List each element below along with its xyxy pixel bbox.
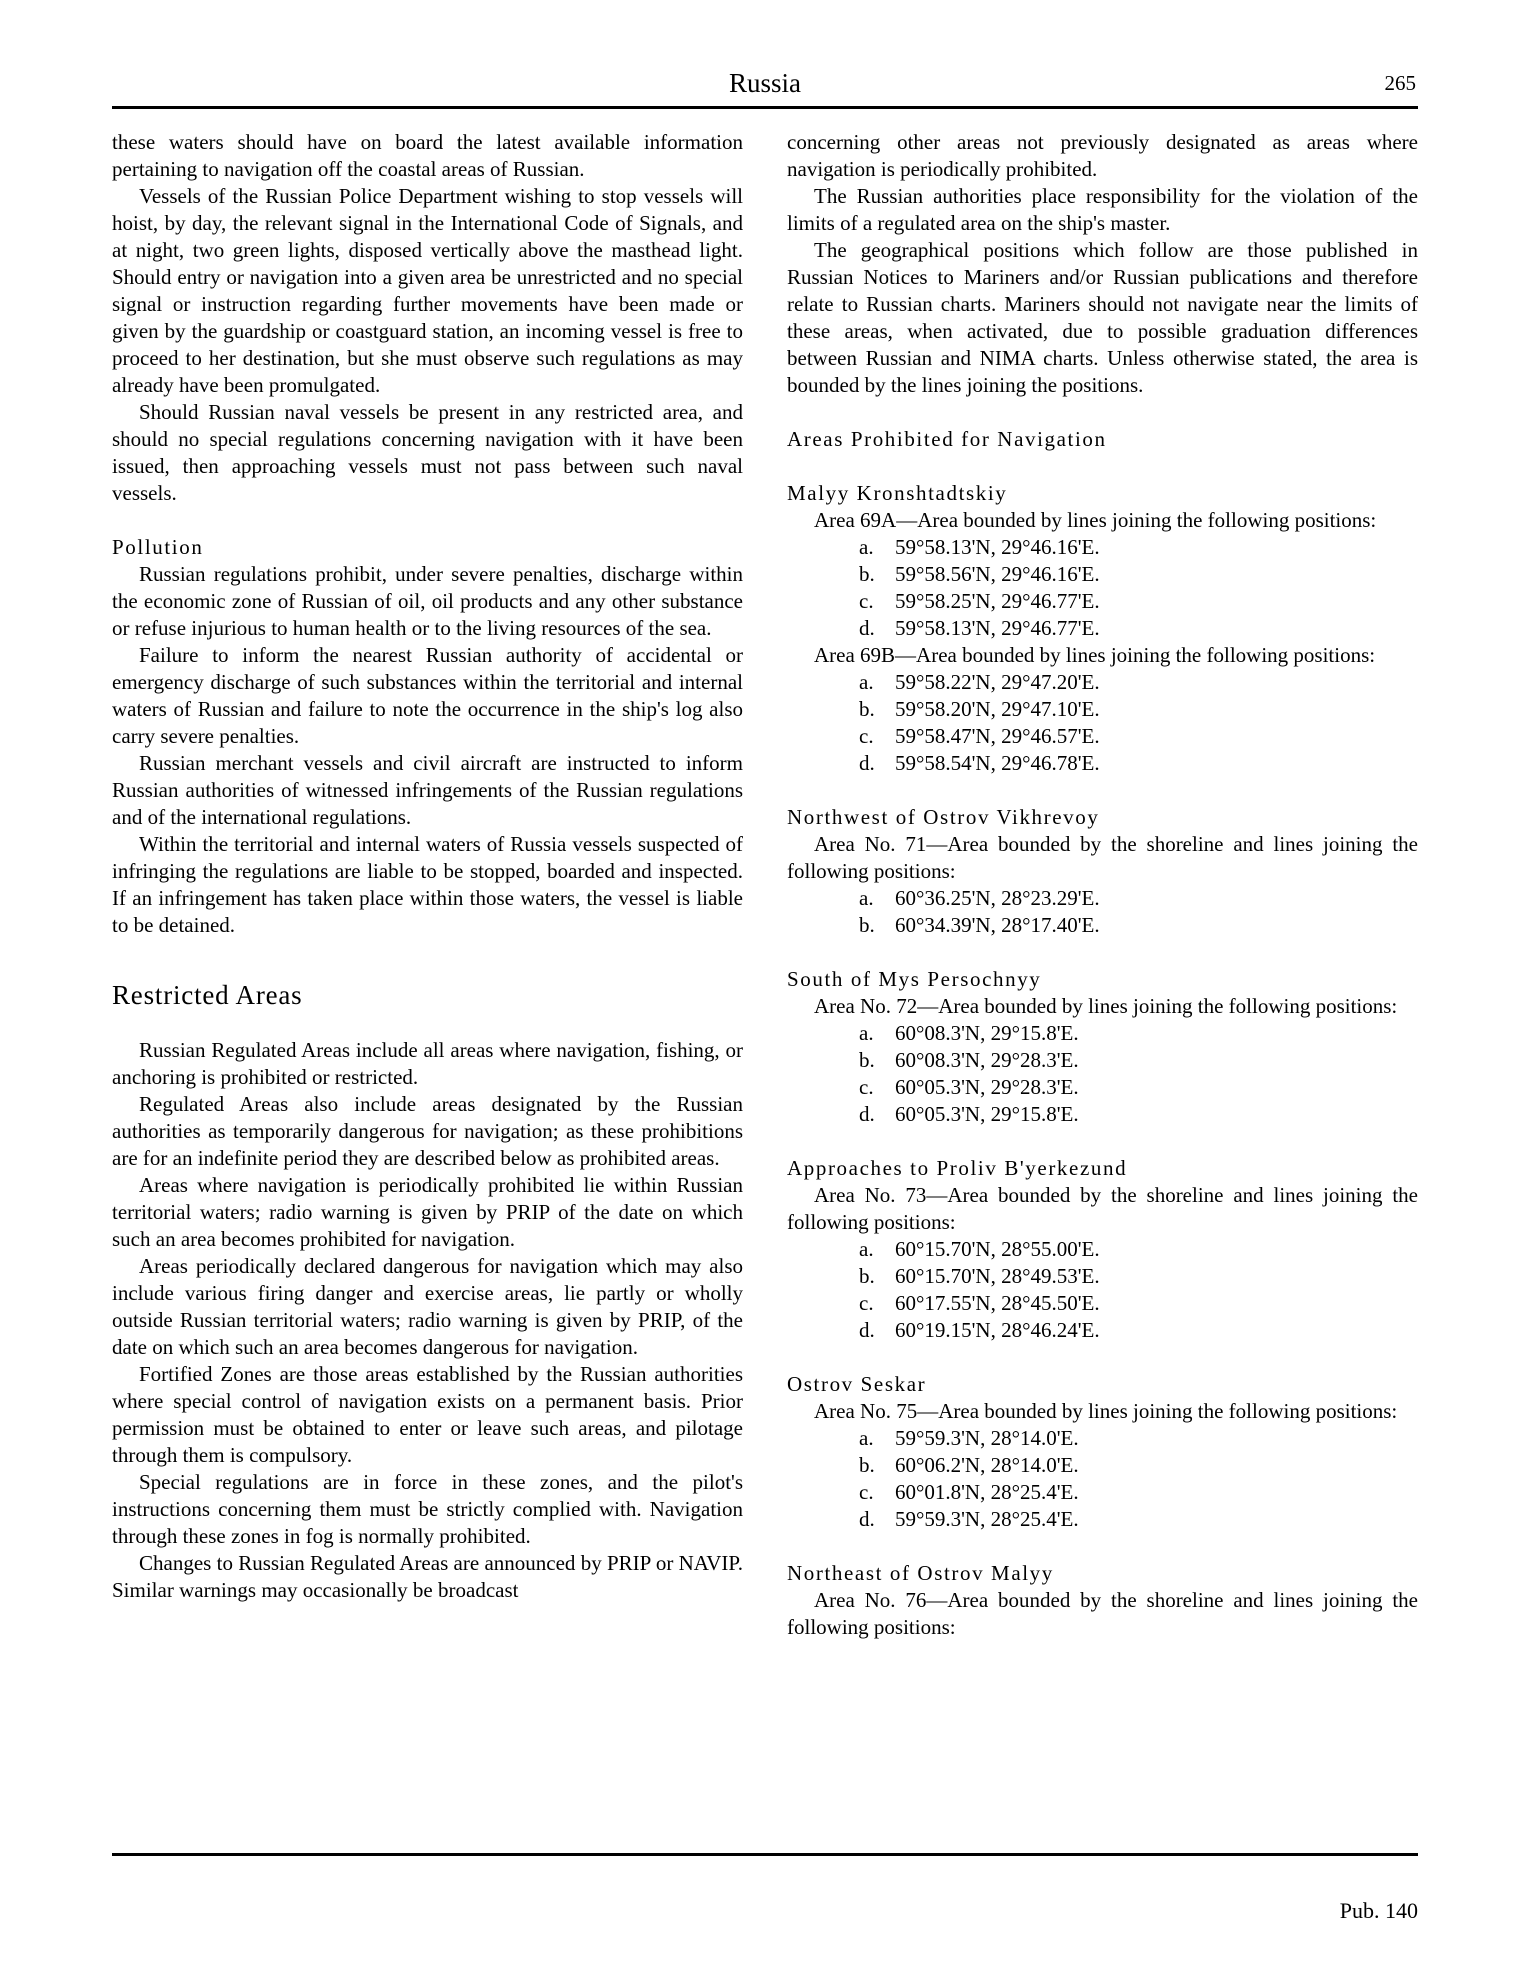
side-heading: Northeast of Ostrov Malyy xyxy=(787,1561,1054,1585)
position-coordinates: 60°08.3'N, 29°15.8'E. xyxy=(895,1021,1079,1045)
position-list xyxy=(787,1425,1418,1533)
position-list xyxy=(787,1020,1418,1128)
position-letter: b. xyxy=(859,697,875,721)
paragraph: Area 69A—Area bounded by lines joining the following positions: xyxy=(814,508,1377,532)
paragraph: Within the territorial and internal waters of Russia vessels suspected of infringing the regulations are liable to be stopped, boarded and inspected. If an infringement has taken place within those waters, the vessel is liable to be detained. xyxy=(112,832,743,937)
position-letter: a. xyxy=(859,1021,874,1045)
paragraph: The geographical positions which follow are those published in Russian Notices to Mariners and/or Russian publications and therefore relate to Russian charts. Mariners should not navigate near the limits of these areas, when activated, due to possible graduation differences between Russian and NIMA charts. Unless otherwise stated, the area is bounded by the lines joining the positions. xyxy=(787,238,1418,397)
side-heading: Ostrov Seskar xyxy=(787,1372,927,1396)
paragraph: Russian Regulated Areas include all areas where navigation, fishing, or anchoring is prohibited or restricted. xyxy=(112,1038,743,1089)
position-item xyxy=(787,1101,1418,1128)
paragraph: Area 69B—Area bounded by lines joining the following positions: xyxy=(814,643,1376,667)
paragraph: The Russian authorities place responsibility for the violation of the limits of a regulated area on the ship's master. xyxy=(787,184,1418,235)
position-letter: a. xyxy=(859,670,874,694)
side-heading: Northwest of Ostrov Vikhrevoy xyxy=(787,805,1100,829)
paragraph: Area No. 76—Area bounded by the shoreline and lines joining the following positions: xyxy=(787,1588,1418,1639)
position-item xyxy=(787,1074,1418,1101)
side-heading: Pollution xyxy=(112,535,204,559)
paragraph: these waters should have on board the latest available information pertaining to navigation off the coastal areas of Russian. xyxy=(112,130,743,181)
position-letter: d. xyxy=(859,751,875,775)
position-list xyxy=(787,1236,1418,1344)
position-letter: c. xyxy=(859,1480,874,1504)
position-item xyxy=(787,1263,1418,1290)
position-coordinates: 60°01.8'N, 28°25.4'E. xyxy=(895,1480,1079,1504)
position-item xyxy=(787,561,1418,588)
position-item xyxy=(787,912,1418,939)
position-coordinates: 59°58.20'N, 29°47.10'E. xyxy=(895,697,1100,721)
position-coordinates: 59°58.13'N, 29°46.77'E. xyxy=(895,616,1100,640)
position-coordinates: 60°17.55'N, 28°45.50'E. xyxy=(895,1291,1100,1315)
side-heading: Approaches to Proliv B'yerkezund xyxy=(787,1156,1128,1180)
position-letter: a. xyxy=(859,886,874,910)
position-coordinates: 60°19.15'N, 28°46.24'E. xyxy=(895,1318,1100,1342)
position-item xyxy=(787,750,1418,777)
footer-rule xyxy=(112,1853,1418,1856)
position-letter: d. xyxy=(859,1318,875,1342)
position-item xyxy=(787,1236,1418,1263)
paragraph: concerning other areas not previously designated as areas where navigation is periodically prohibited. xyxy=(787,130,1418,181)
position-item xyxy=(787,1047,1418,1074)
position-coordinates: 60°05.3'N, 29°15.8'E. xyxy=(895,1102,1079,1126)
text-columns xyxy=(112,129,1418,1641)
position-coordinates: 59°58.25'N, 29°46.77'E. xyxy=(895,589,1100,613)
position-letter: b. xyxy=(859,562,875,586)
position-letter: b. xyxy=(859,1264,875,1288)
position-coordinates: 59°58.13'N, 29°46.16'E. xyxy=(895,535,1100,559)
position-letter: b. xyxy=(859,1048,875,1072)
position-letter: b. xyxy=(859,1453,875,1477)
position-letter: d. xyxy=(859,1102,875,1126)
position-list xyxy=(787,669,1418,777)
position-item xyxy=(787,723,1418,750)
position-item xyxy=(787,669,1418,696)
paragraph: Fortified Zones are those areas established by the Russian authorities where special control of navigation exists on a permanent basis. Prior permission must be obtained to enter or leave such areas, and pilotage through them is compulsory. xyxy=(112,1362,743,1467)
paragraph: Special regulations are in force in these zones, and the pilot's instructions concerning them must be strictly complied with. Navigation through these zones in fog is normally prohibited. xyxy=(112,1470,743,1548)
page-number: 265 xyxy=(1384,71,1416,95)
position-coordinates: 59°58.56'N, 29°46.16'E. xyxy=(895,562,1100,586)
position-item xyxy=(787,615,1418,642)
paragraph: Regulated Areas also include areas designated by the Russian authorities as temporarily dangerous for navigation; as these prohibitions are for an indefinite period they are described below as prohibited areas. xyxy=(112,1092,743,1170)
position-letter: d. xyxy=(859,1507,875,1531)
position-coordinates: 60°15.70'N, 28°49.53'E. xyxy=(895,1264,1100,1288)
position-coordinates: 60°08.3'N, 29°28.3'E. xyxy=(895,1048,1079,1072)
paragraph: Area No. 75—Area bounded by lines joining the following positions: xyxy=(814,1399,1398,1423)
position-item xyxy=(787,534,1418,561)
position-letter: c. xyxy=(859,589,874,613)
right-column xyxy=(787,129,1418,1641)
paragraph: Areas periodically declared dangerous for navigation which may also include various firing danger and exercise areas, lie partly or wholly outside Russian territorial waters; radio warning is given by PRIP, of the date on which such an area becomes dangerous for navigation. xyxy=(112,1254,743,1359)
paragraph: Area No. 73—Area bounded by the shoreline and lines joining the following positions: xyxy=(787,1183,1418,1234)
position-item xyxy=(787,1317,1418,1344)
position-coordinates: 60°06.2'N, 28°14.0'E. xyxy=(895,1453,1079,1477)
paragraph: Should Russian naval vessels be present in any restricted area, and should no special regulations concerning navigation with it have been issued, then approaching vessels must not pass between such naval vessels. xyxy=(112,400,743,505)
position-list xyxy=(787,885,1418,939)
paragraph: Area No. 72—Area bounded by lines joining the following positions: xyxy=(814,994,1398,1018)
page-header xyxy=(112,62,1418,104)
position-letter: d. xyxy=(859,616,875,640)
position-item xyxy=(787,696,1418,723)
position-coordinates: 60°36.25'N, 28°23.29'E. xyxy=(895,886,1100,910)
position-item xyxy=(787,1479,1418,1506)
left-column xyxy=(112,129,743,1641)
paragraph: Area No. 71—Area bounded by the shoreline and lines joining the following positions: xyxy=(787,832,1418,883)
position-letter: a. xyxy=(859,1426,874,1450)
publication-label: Pub. 140 xyxy=(1339,1898,1418,1923)
position-item xyxy=(787,1452,1418,1479)
side-heading: Areas Prohibited for Navigation xyxy=(787,427,1107,451)
paragraph: Russian merchant vessels and civil aircraft are instructed to inform Russian authorities of witnessed infringements of the Russian regulations and of the international regulations. xyxy=(112,751,743,829)
position-letter: b. xyxy=(859,913,875,937)
paragraph: Russian regulations prohibit, under severe penalties, discharge within the economic zone of Russian of oil, oil products and any other substance or refuse injurious to human health or to the living resources of the sea. xyxy=(112,562,743,640)
position-letter: c. xyxy=(859,724,874,748)
position-item xyxy=(787,1290,1418,1317)
position-item xyxy=(787,588,1418,615)
position-letter: a. xyxy=(859,1237,874,1261)
position-coordinates: 59°58.54'N, 29°46.78'E. xyxy=(895,751,1100,775)
position-letter: a. xyxy=(859,535,874,559)
position-item xyxy=(787,1506,1418,1533)
position-coordinates: 59°59.3'N, 28°14.0'E. xyxy=(895,1426,1079,1450)
position-item xyxy=(787,1020,1418,1047)
paragraph: Failure to inform the nearest Russian authority of accidental or emergency discharge of such substances within the territorial and internal waters of Russian and failure to note the occurrence in the ship's log also carry severe penalties. xyxy=(112,643,743,748)
position-coordinates: 59°58.47'N, 29°46.57'E. xyxy=(895,724,1100,748)
paragraph: Vessels of the Russian Police Department wishing to stop vessels will hoist, by day, the relevant signal in the International Code of Signals, and at night, two green lights, disposed vertically above the masthead light. Should entry or navigation into a given area be unrestricted and no special signal or instruction regarding further movements have been made or given by the guardship or coastguard station, an incoming vessel is free to proceed to her destination, but she must observe such regulations as may already have been promulgated. xyxy=(112,184,743,397)
paragraph: Areas where navigation is periodically prohibited lie within Russian territorial waters; radio warning is given by PRIP of the date on which such an area becomes prohibited for navigation. xyxy=(112,1173,743,1251)
position-coordinates: 60°34.39'N, 28°17.40'E. xyxy=(895,913,1100,937)
page-title: Russia xyxy=(728,68,801,98)
position-letter: c. xyxy=(859,1291,874,1315)
section-heading: Restricted Areas xyxy=(112,980,303,1010)
position-item xyxy=(787,1425,1418,1452)
side-heading: South of Mys Persochnyy xyxy=(787,967,1042,991)
position-coordinates: 60°05.3'N, 29°28.3'E. xyxy=(895,1075,1079,1099)
position-coordinates: 59°59.3'N, 28°25.4'E. xyxy=(895,1507,1079,1531)
position-coordinates: 60°15.70'N, 28°55.00'E. xyxy=(895,1237,1100,1261)
position-list xyxy=(787,534,1418,642)
side-heading: Malyy Kronshtadtskiy xyxy=(787,481,1008,505)
position-letter: c. xyxy=(859,1075,874,1099)
position-coordinates: 59°58.22'N, 29°47.20'E. xyxy=(895,670,1100,694)
paragraph: Changes to Russian Regulated Areas are announced by PRIP or NAVIP. Similar warnings may occasionally be broadcast xyxy=(112,1551,743,1602)
header-rule xyxy=(112,106,1418,109)
position-item xyxy=(787,885,1418,912)
